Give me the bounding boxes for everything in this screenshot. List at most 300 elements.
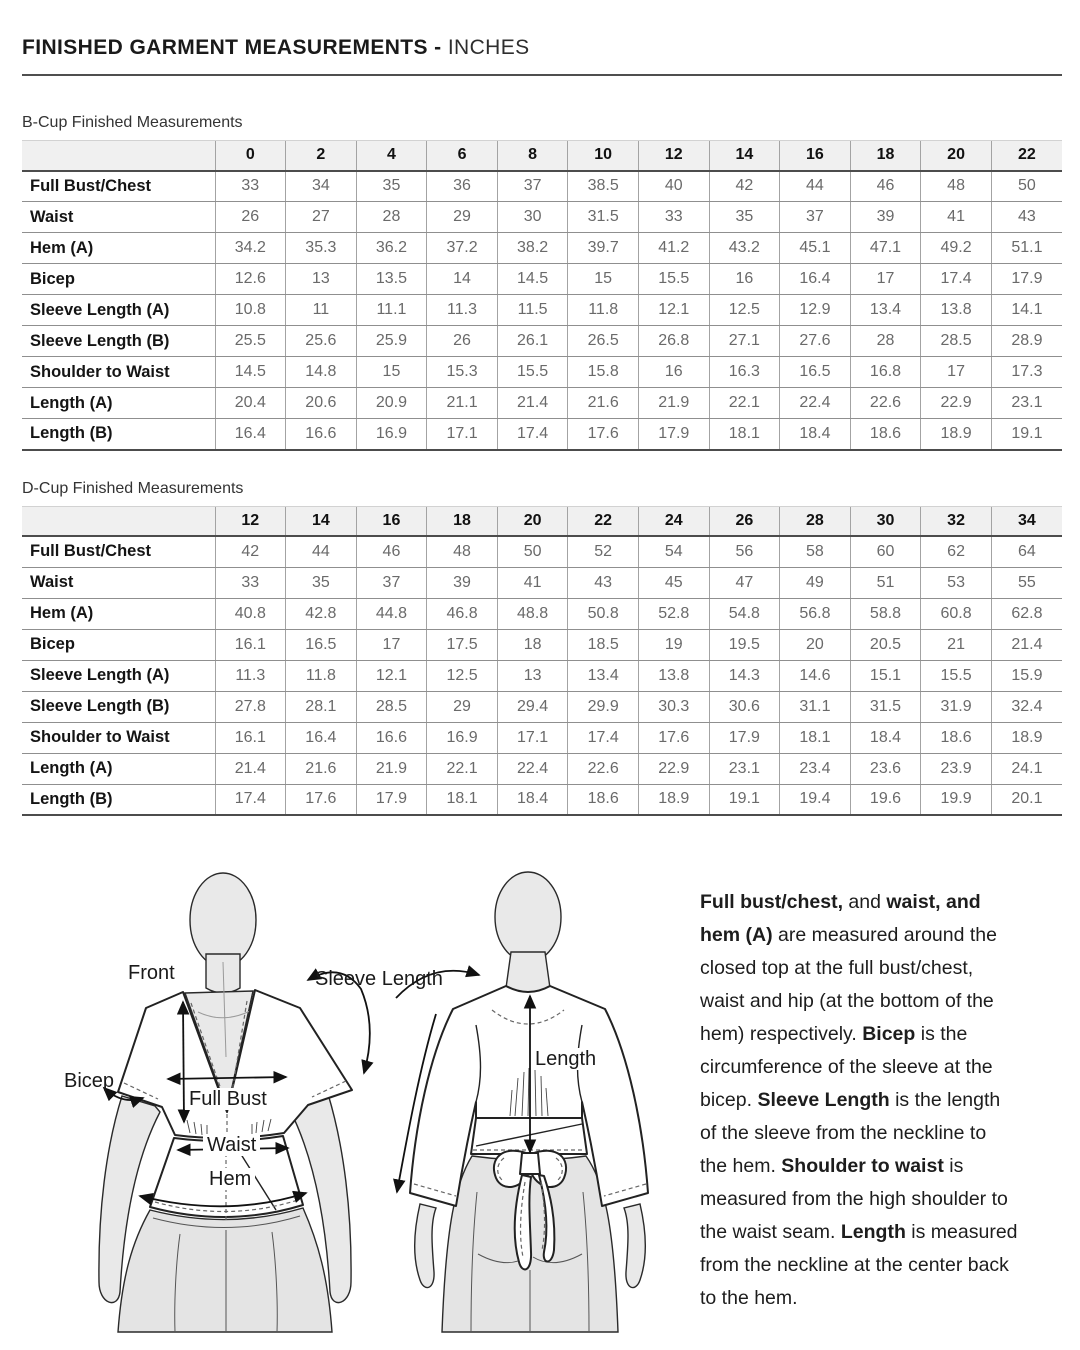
measurement-value: 17 xyxy=(356,629,427,660)
title-divider xyxy=(22,74,1062,76)
measurement-value: 18.1 xyxy=(780,722,851,753)
measurement-row-label: Hem (A) xyxy=(22,233,215,264)
measurement-value: 16.8 xyxy=(850,357,921,388)
measurement-value: 31.9 xyxy=(921,691,992,722)
measurement-value: 22.9 xyxy=(638,753,709,784)
measurement-value: 27.1 xyxy=(709,326,780,357)
measurement-value: 16.1 xyxy=(215,722,286,753)
measurement-value: 54 xyxy=(638,536,709,567)
measurement-value: 12.6 xyxy=(215,264,286,295)
measurement-value: 22.6 xyxy=(850,388,921,419)
measurement-row xyxy=(22,171,1062,202)
measurement-value: 37.2 xyxy=(427,233,498,264)
measurement-row-label: Full Bust/Chest xyxy=(22,171,215,202)
measurement-value: 45.1 xyxy=(780,233,851,264)
measurement-value: 35.3 xyxy=(286,233,357,264)
measurement-value: 17.9 xyxy=(991,264,1062,295)
measurement-row xyxy=(22,326,1062,357)
measurement-value: 16.6 xyxy=(286,419,357,450)
measurement-row xyxy=(22,536,1062,567)
measurement-value: 30.6 xyxy=(709,691,780,722)
measurement-value: 16.6 xyxy=(356,722,427,753)
measurement-value: 18.1 xyxy=(709,419,780,450)
measurement-value: 21.9 xyxy=(638,388,709,419)
measurement-value: 43 xyxy=(568,567,639,598)
measurement-value: 21.4 xyxy=(497,388,568,419)
measurement-value: 19.1 xyxy=(991,419,1062,450)
measurement-value: 13.8 xyxy=(638,660,709,691)
measurement-value: 31.1 xyxy=(780,691,851,722)
measurement-value: 33 xyxy=(638,202,709,233)
measurement-value: 43.2 xyxy=(709,233,780,264)
size-column-header: 14 xyxy=(286,506,357,536)
back-figure-illustration xyxy=(380,862,710,1350)
size-column-header: 0 xyxy=(215,141,286,171)
measurement-value: 28.5 xyxy=(921,326,992,357)
measurement-value: 19.4 xyxy=(780,784,851,815)
measurement-value: 25.9 xyxy=(356,326,427,357)
measurement-value: 17.4 xyxy=(921,264,992,295)
measurement-value: 35 xyxy=(356,171,427,202)
size-column-header: 10 xyxy=(568,141,639,171)
measurement-value: 22.4 xyxy=(497,753,568,784)
measurement-value: 18.9 xyxy=(638,784,709,815)
measurement-value: 23.1 xyxy=(709,753,780,784)
measurement-value: 15.5 xyxy=(638,264,709,295)
measurement-row xyxy=(22,629,1062,660)
measurement-value: 19.1 xyxy=(709,784,780,815)
size-column-header: 34 xyxy=(991,506,1062,536)
b-cup-section-label: B-Cup Finished Measurements xyxy=(22,114,243,131)
measurement-value: 11.1 xyxy=(356,295,427,326)
measurement-value: 46 xyxy=(356,536,427,567)
measurement-row-label: Length (B) xyxy=(22,784,215,815)
measurement-value: 17 xyxy=(921,357,992,388)
measurement-value: 47.1 xyxy=(850,233,921,264)
measurement-value: 19.5 xyxy=(709,629,780,660)
measurement-value: 12.1 xyxy=(638,295,709,326)
full-bust-label: Full Bust xyxy=(185,1088,271,1110)
measurement-value: 12.1 xyxy=(356,660,427,691)
measurement-value: 21.6 xyxy=(286,753,357,784)
measurement-value: 16.5 xyxy=(286,629,357,660)
measurement-value: 21.1 xyxy=(427,388,498,419)
measurement-value: 23.6 xyxy=(850,753,921,784)
measurement-value: 17.4 xyxy=(568,722,639,753)
measurement-diagram xyxy=(0,862,1080,1350)
measurement-value: 25.5 xyxy=(215,326,286,357)
front-label: Front xyxy=(128,962,175,984)
size-column-header: 12 xyxy=(638,141,709,171)
measurement-value: 16.5 xyxy=(780,357,851,388)
measurement-row-label: Sleeve Length (A) xyxy=(22,295,215,326)
measurement-value: 50 xyxy=(497,536,568,567)
measurement-value: 54.8 xyxy=(709,598,780,629)
measurement-value: 55 xyxy=(991,567,1062,598)
measurement-value: 12.5 xyxy=(709,295,780,326)
measurement-value: 21 xyxy=(921,629,992,660)
measurement-row-label: Sleeve Length (B) xyxy=(22,326,215,357)
measurement-value: 11.5 xyxy=(497,295,568,326)
measurement-value: 43 xyxy=(991,202,1062,233)
size-column-header: 24 xyxy=(638,506,709,536)
measurement-value: 29 xyxy=(427,202,498,233)
front-head xyxy=(190,873,256,967)
measurement-value: 21.9 xyxy=(356,753,427,784)
size-column-header: 18 xyxy=(850,141,921,171)
measurement-value: 51.1 xyxy=(991,233,1062,264)
measurement-value: 28 xyxy=(356,202,427,233)
measurement-value: 31.5 xyxy=(850,691,921,722)
measurement-value: 38.2 xyxy=(497,233,568,264)
measurement-value: 17.9 xyxy=(638,419,709,450)
measurement-value: 28.5 xyxy=(356,691,427,722)
measurement-row xyxy=(22,264,1062,295)
measurement-value: 16.4 xyxy=(215,419,286,450)
measurement-row-label: Sleeve Length (A) xyxy=(22,660,215,691)
measurement-value: 15 xyxy=(356,357,427,388)
measurement-value: 14.1 xyxy=(991,295,1062,326)
measurement-row-label: Bicep xyxy=(22,264,215,295)
measurement-row xyxy=(22,598,1062,629)
measurement-value: 38.5 xyxy=(568,171,639,202)
size-header-row xyxy=(22,141,1062,171)
size-column-header: 4 xyxy=(356,141,427,171)
measurement-row-label: Bicep xyxy=(22,629,215,660)
bicep-label: Bicep xyxy=(64,1070,115,1092)
measurement-value: 40 xyxy=(638,171,709,202)
measurement-value: 64 xyxy=(991,536,1062,567)
measurement-value: 28.1 xyxy=(286,691,357,722)
measurement-value: 13 xyxy=(497,660,568,691)
measurement-value: 14.3 xyxy=(709,660,780,691)
measurement-value: 15.9 xyxy=(991,660,1062,691)
measurement-row xyxy=(22,784,1062,815)
measurement-value: 27 xyxy=(286,202,357,233)
measurement-value: 25.6 xyxy=(286,326,357,357)
d-cup-table-container xyxy=(22,506,1062,817)
measurement-value: 60.8 xyxy=(921,598,992,629)
measurement-value: 11.8 xyxy=(286,660,357,691)
measurement-value: 18.6 xyxy=(850,419,921,450)
measurement-value: 27.8 xyxy=(215,691,286,722)
measurement-value: 49 xyxy=(780,567,851,598)
measurement-value: 50 xyxy=(991,171,1062,202)
size-column-header: 8 xyxy=(497,141,568,171)
measurement-value: 11.3 xyxy=(427,295,498,326)
measurement-value: 48 xyxy=(921,171,992,202)
size-column-header: 12 xyxy=(215,506,286,536)
measurement-value: 13.4 xyxy=(568,660,639,691)
measurement-value: 16 xyxy=(638,357,709,388)
front-length-arrow xyxy=(183,1002,184,1122)
measurement-row xyxy=(22,419,1062,450)
measurement-value: 18.6 xyxy=(921,722,992,753)
measurement-value: 20.4 xyxy=(215,388,286,419)
measurement-value: 26 xyxy=(215,202,286,233)
measurement-value: 30 xyxy=(497,202,568,233)
measurement-value: 42 xyxy=(215,536,286,567)
size-column-header: 28 xyxy=(780,506,851,536)
hem-label: Hem xyxy=(205,1168,255,1190)
measurement-value: 13.5 xyxy=(356,264,427,295)
measurement-value: 36.2 xyxy=(356,233,427,264)
measurement-value: 11.8 xyxy=(568,295,639,326)
size-column-header: 14 xyxy=(709,141,780,171)
measurement-value: 18.9 xyxy=(921,419,992,450)
size-header-row xyxy=(22,506,1062,536)
measurement-value: 13.4 xyxy=(850,295,921,326)
measurement-value: 42.8 xyxy=(286,598,357,629)
measurement-value: 29.9 xyxy=(568,691,639,722)
measurement-value: 16.1 xyxy=(215,629,286,660)
measurement-row xyxy=(22,202,1062,233)
measurement-value: 16.9 xyxy=(427,722,498,753)
measurement-value: 56.8 xyxy=(780,598,851,629)
measurement-value: 26.8 xyxy=(638,326,709,357)
front-pants xyxy=(118,1208,332,1332)
d-cup-section-label: D-Cup Finished Measurements xyxy=(22,479,244,497)
measurement-value: 47 xyxy=(709,567,780,598)
measurement-value: 19 xyxy=(638,629,709,660)
measurement-value: 53 xyxy=(921,567,992,598)
measurement-value: 18.4 xyxy=(850,722,921,753)
size-column-header: 22 xyxy=(568,506,639,536)
measurement-value: 37 xyxy=(497,171,568,202)
measurement-value: 11 xyxy=(286,295,357,326)
measurement-value: 16.3 xyxy=(709,357,780,388)
measurement-value: 22.9 xyxy=(921,388,992,419)
measurement-value: 18.9 xyxy=(991,722,1062,753)
measurement-value: 12.5 xyxy=(427,660,498,691)
page-title-unit: INCHES xyxy=(447,36,530,59)
measurement-value: 20.6 xyxy=(286,388,357,419)
measurement-value: 15 xyxy=(568,264,639,295)
measurement-row-label: Waist xyxy=(22,567,215,598)
back-bow-knot xyxy=(520,1153,540,1174)
measurement-value: 27.6 xyxy=(780,326,851,357)
measurement-value: 18 xyxy=(497,629,568,660)
measurement-value: 18.1 xyxy=(427,784,498,815)
measurement-value: 17.1 xyxy=(497,722,568,753)
measurement-value: 41 xyxy=(497,567,568,598)
measurement-value: 13.8 xyxy=(921,295,992,326)
measurement-row xyxy=(22,722,1062,753)
measurement-value: 17 xyxy=(850,264,921,295)
measurement-value: 28.9 xyxy=(991,326,1062,357)
measurement-value: 14.5 xyxy=(497,264,568,295)
measurement-value: 18.6 xyxy=(568,784,639,815)
measurement-value: 18.5 xyxy=(568,629,639,660)
length-label: Length xyxy=(531,1048,600,1070)
sleeve-length-label: Sleeve Length xyxy=(315,968,443,990)
measurement-value: 17.6 xyxy=(286,784,357,815)
measurement-value: 16.4 xyxy=(286,722,357,753)
measurement-description: Full bust/chest, and waist, and hem (A) are measured around the closed top at the full bust/chest, waist and hip (at the bottom of the hem) respectively. Bicep is the circumference of the sleeve at the bicep. Sleeve Length is the length of the sleeve from the neckline to the hem. Shoulder to waist is measured from the high shoulder to the waist seam. Length is measured from the neckline at the center back to the hem. xyxy=(700,891,1018,1309)
back-head xyxy=(495,872,561,962)
measurement-value: 16.9 xyxy=(356,419,427,450)
measurement-value: 20.5 xyxy=(850,629,921,660)
corner-cell xyxy=(22,141,215,171)
measurement-row-label: Waist xyxy=(22,202,215,233)
measurement-value: 15.8 xyxy=(568,357,639,388)
measurement-row xyxy=(22,295,1062,326)
measurement-value: 15.1 xyxy=(850,660,921,691)
measurement-value: 17.6 xyxy=(638,722,709,753)
measurement-value: 17.6 xyxy=(568,419,639,450)
measurement-value: 35 xyxy=(286,567,357,598)
measurement-value: 32.4 xyxy=(991,691,1062,722)
measurement-value: 41.2 xyxy=(638,233,709,264)
measurement-value: 11.3 xyxy=(215,660,286,691)
measurement-value: 48 xyxy=(427,536,498,567)
measurement-row-label: Sleeve Length (B) xyxy=(22,691,215,722)
measurement-value: 33 xyxy=(215,567,286,598)
measurement-value: 14.8 xyxy=(286,357,357,388)
measurement-value: 21.4 xyxy=(991,629,1062,660)
measurement-value: 51 xyxy=(850,567,921,598)
measurement-value: 44 xyxy=(286,536,357,567)
measurement-value: 17.3 xyxy=(991,357,1062,388)
measurement-value: 62.8 xyxy=(991,598,1062,629)
measurement-value: 42 xyxy=(709,171,780,202)
measurement-value: 52 xyxy=(568,536,639,567)
measurement-row-label: Shoulder to Waist xyxy=(22,722,215,753)
measurement-value: 41 xyxy=(921,202,992,233)
size-column-header: 26 xyxy=(709,506,780,536)
measurement-value: 22.4 xyxy=(780,388,851,419)
measurement-value: 17.1 xyxy=(427,419,498,450)
measurement-value: 52.8 xyxy=(638,598,709,629)
measurement-value: 17.5 xyxy=(427,629,498,660)
measurement-row-label: Length (B) xyxy=(22,419,215,450)
measurement-value: 23.4 xyxy=(780,753,851,784)
measurement-value: 18.4 xyxy=(780,419,851,450)
measurement-value: 18.4 xyxy=(497,784,568,815)
measurement-value: 49.2 xyxy=(921,233,992,264)
size-column-header: 22 xyxy=(991,141,1062,171)
measurement-value: 29.4 xyxy=(497,691,568,722)
measurement-value: 15.3 xyxy=(427,357,498,388)
measurement-value: 16 xyxy=(709,264,780,295)
measurement-value: 56 xyxy=(709,536,780,567)
measurement-value: 17.4 xyxy=(497,419,568,450)
measurement-row xyxy=(22,753,1062,784)
measurement-row-label: Length (A) xyxy=(22,753,215,784)
measurement-value: 46 xyxy=(850,171,921,202)
measurement-value: 17.9 xyxy=(709,722,780,753)
size-table xyxy=(22,506,1062,817)
waist-label: Waist xyxy=(203,1134,260,1156)
measurement-row xyxy=(22,233,1062,264)
size-column-header: 6 xyxy=(427,141,498,171)
measurement-value: 34 xyxy=(286,171,357,202)
size-column-header: 20 xyxy=(921,141,992,171)
measurement-value: 15.5 xyxy=(497,357,568,388)
measurement-value: 60 xyxy=(850,536,921,567)
measurement-value: 37 xyxy=(356,567,427,598)
corner-cell xyxy=(22,506,215,536)
measurement-row xyxy=(22,388,1062,419)
measurement-row xyxy=(22,357,1062,388)
page-title xyxy=(22,36,1062,60)
measurement-value: 37 xyxy=(780,202,851,233)
measurement-value: 22.1 xyxy=(427,753,498,784)
measurement-value: 10.8 xyxy=(215,295,286,326)
measurement-value: 26.1 xyxy=(497,326,568,357)
measurement-value: 24.1 xyxy=(991,753,1062,784)
measurement-value: 14.6 xyxy=(780,660,851,691)
measurement-value: 22.1 xyxy=(709,388,780,419)
measurement-value: 23.9 xyxy=(921,753,992,784)
measurement-value: 14.5 xyxy=(215,357,286,388)
size-column-header: 18 xyxy=(427,506,498,536)
measurement-row-label: Full Bust/Chest xyxy=(22,536,215,567)
measurement-value: 36 xyxy=(427,171,498,202)
size-table xyxy=(22,140,1062,451)
measurement-value: 44.8 xyxy=(356,598,427,629)
measurement-value: 44 xyxy=(780,171,851,202)
measurement-value: 20.9 xyxy=(356,388,427,419)
measurement-value: 20 xyxy=(780,629,851,660)
measurement-row-label: Hem (A) xyxy=(22,598,215,629)
measurement-value: 40.8 xyxy=(215,598,286,629)
back-tie-band xyxy=(471,1118,587,1154)
measurement-row xyxy=(22,660,1062,691)
measurement-value: 50.8 xyxy=(568,598,639,629)
measurement-value: 39.7 xyxy=(568,233,639,264)
measurement-value: 35 xyxy=(709,202,780,233)
measurement-value: 31.5 xyxy=(568,202,639,233)
measurement-value: 21.6 xyxy=(568,388,639,419)
measurement-value: 34.2 xyxy=(215,233,286,264)
measurement-value: 28 xyxy=(850,326,921,357)
measurement-value: 12.9 xyxy=(780,295,851,326)
size-column-header: 16 xyxy=(356,506,427,536)
measurement-value: 29 xyxy=(427,691,498,722)
measurement-value: 62 xyxy=(921,536,992,567)
measurement-value: 23.1 xyxy=(991,388,1062,419)
measurement-value: 20.1 xyxy=(991,784,1062,815)
measurement-value: 30.3 xyxy=(638,691,709,722)
measurement-value: 17.9 xyxy=(356,784,427,815)
measurement-value: 46.8 xyxy=(427,598,498,629)
measurement-value: 58.8 xyxy=(850,598,921,629)
measurement-value: 33 xyxy=(215,171,286,202)
size-column-header: 30 xyxy=(850,506,921,536)
measurement-value: 15.5 xyxy=(921,660,992,691)
measurement-value: 26 xyxy=(427,326,498,357)
measurement-value: 39 xyxy=(427,567,498,598)
measurement-value: 19.6 xyxy=(850,784,921,815)
b-cup-table-container xyxy=(22,140,1062,451)
measurement-row-label: Length (A) xyxy=(22,388,215,419)
measurement-value: 39 xyxy=(850,202,921,233)
measurement-value: 13 xyxy=(286,264,357,295)
size-column-header: 2 xyxy=(286,141,357,171)
measurement-value: 17.4 xyxy=(215,784,286,815)
measurement-value: 58 xyxy=(780,536,851,567)
measurement-value: 16.4 xyxy=(780,264,851,295)
measurement-value: 48.8 xyxy=(497,598,568,629)
size-column-header: 20 xyxy=(497,506,568,536)
measurement-value: 19.9 xyxy=(921,784,992,815)
measurement-row-label: Shoulder to Waist xyxy=(22,357,215,388)
page-title-main: FINISHED GARMENT MEASUREMENTS - xyxy=(22,36,448,59)
size-column-header: 16 xyxy=(780,141,851,171)
measurement-value: 14 xyxy=(427,264,498,295)
measurement-value: 26.5 xyxy=(568,326,639,357)
